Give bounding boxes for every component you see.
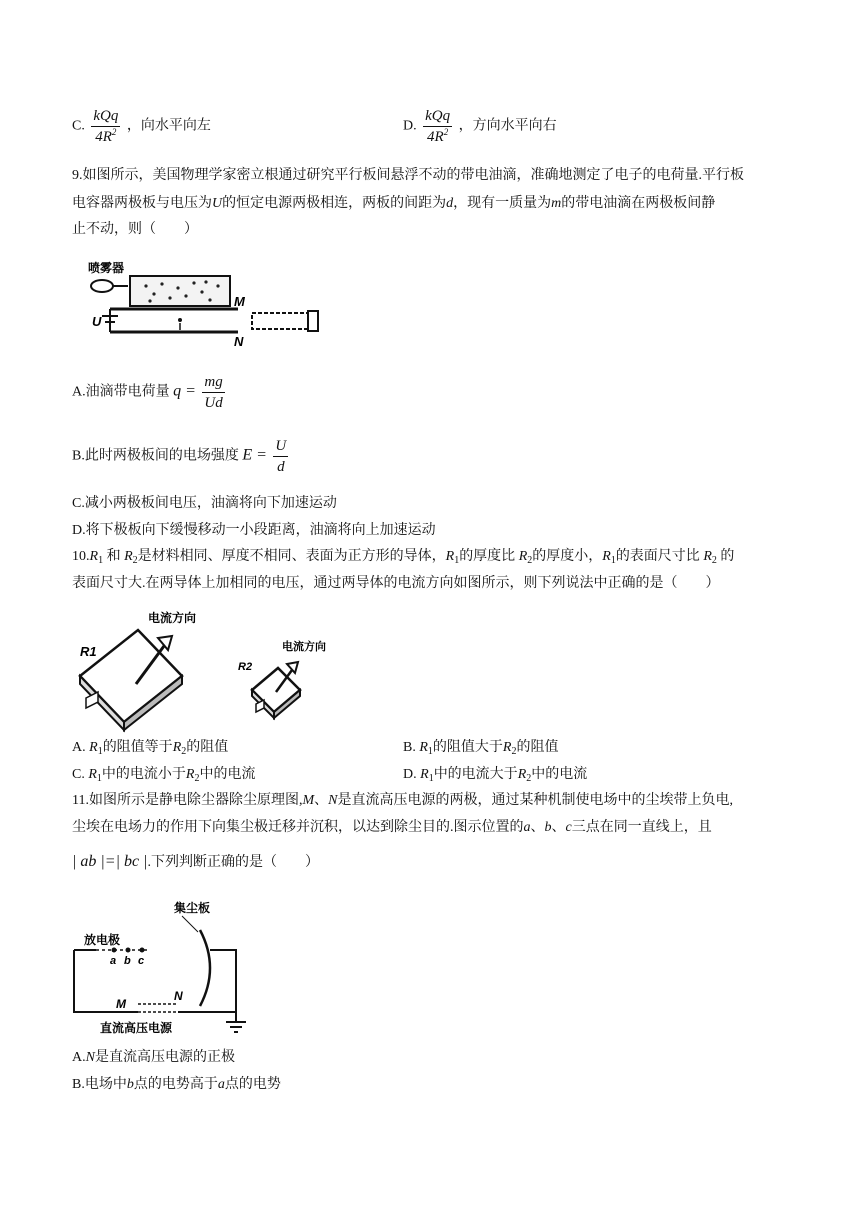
numerator: kQq — [91, 106, 120, 127]
text: B.电场中 — [72, 1077, 127, 1092]
text: 的厚度小， — [532, 549, 603, 564]
collector-label: 集尘板 — [174, 901, 211, 915]
numerator: U — [273, 436, 288, 457]
arrowhead-icon — [158, 636, 172, 650]
text: 、 — [551, 820, 566, 835]
var-R: R — [502, 740, 512, 755]
var-R: R — [518, 549, 528, 564]
sub: 1 — [610, 555, 616, 566]
var-R: R — [89, 549, 99, 564]
label-N: N — [174, 989, 183, 1003]
text: 是材料相同、厚度不相同、表面为正方形的导体， — [137, 549, 446, 564]
text: 的表面尺寸比 — [615, 549, 700, 564]
text: 是直流高压电源的两极，通过某种机制使电场中的尘埃带上负电, — [337, 793, 733, 808]
text: 的恒定电源两极相连，两板的间距为 — [222, 196, 447, 211]
fraction — [273, 436, 288, 477]
label-c: c — [138, 955, 145, 967]
denominator — [423, 127, 452, 147]
q9-option-a — [72, 372, 228, 413]
text: A. — [72, 1050, 86, 1065]
var-R: R — [172, 740, 182, 755]
text: 的阻值 — [186, 740, 229, 755]
sprayer-label: 喷雾器 — [88, 261, 125, 275]
text: 的阻值大于 — [432, 740, 503, 755]
var-R: R — [602, 549, 611, 564]
q9-stem-line1: 9.如图所示，美国物理学家密立根通过研究平行板间悬浮不动的带电油滴，准确地测定了电子的电荷量.平行板 — [72, 168, 744, 183]
var-R: R — [89, 740, 98, 755]
text: ，现有一质量为 — [453, 196, 552, 211]
q10-option-a — [72, 738, 228, 758]
var-R: R — [703, 549, 712, 564]
text: 、 — [530, 820, 545, 835]
ground-icon — [226, 1022, 246, 1032]
var-R: R — [445, 549, 455, 564]
label-b: b — [124, 955, 131, 967]
point-a — [112, 948, 117, 953]
sub: 2 — [527, 555, 533, 566]
option-label: C. — [72, 118, 85, 134]
arrowhead-icon — [287, 662, 298, 673]
power-label: 直流高压电源 — [100, 1021, 173, 1035]
terminal-icon — [86, 692, 98, 708]
point-c — [140, 948, 145, 953]
den-base: 4R — [427, 129, 444, 145]
text: A. — [72, 740, 90, 755]
q11-stem-line2 — [72, 818, 712, 838]
fraction — [202, 372, 224, 413]
text: C. — [72, 767, 89, 782]
text: 和 — [106, 549, 121, 564]
text: .下列判断正确的是（ ） — [147, 855, 319, 870]
text: 11.如图所示是静电除尘器除尘原理图, — [72, 793, 303, 808]
sub: 2 — [132, 555, 138, 566]
denominator: Ud — [204, 395, 223, 411]
sub: 2 — [711, 555, 717, 566]
text: 、 — [314, 793, 329, 808]
den-exponent: 2 — [111, 127, 117, 137]
conductors-figure — [76, 606, 356, 734]
den-exponent: 2 — [443, 127, 449, 137]
var-m: m — [551, 196, 562, 211]
sub: 1 — [428, 773, 434, 784]
var-M: M — [302, 793, 315, 808]
text: 中的电流 — [531, 767, 588, 782]
text: 的 — [720, 549, 735, 564]
q8-option-d — [403, 106, 557, 147]
conductor-R2 — [252, 668, 300, 718]
numerator: mg — [202, 372, 224, 393]
text: 10. — [72, 549, 90, 564]
var-R: R — [185, 767, 195, 782]
sprayer-bulb-icon — [91, 280, 113, 292]
sub: 1 — [98, 555, 104, 566]
text: 点的电势高于 — [133, 1077, 218, 1092]
var-U: U — [212, 196, 223, 211]
leader-line — [182, 916, 198, 932]
current-direction-label-2: 电流方向 — [282, 641, 326, 653]
q11-option-b — [72, 1075, 281, 1095]
option-text: A.油滴带电荷量 — [72, 384, 170, 400]
q11-option-a — [72, 1048, 235, 1068]
oil-drop — [178, 318, 182, 322]
var-a: a — [217, 1077, 225, 1092]
q10-option-b — [403, 738, 558, 758]
current-direction-label-1: 电流方向 — [148, 611, 197, 625]
sub: 1 — [427, 746, 433, 757]
q8-option-c — [72, 106, 211, 147]
q10-stem-line2: 表面尺寸大.在两导体上加相同的电压，通过两导体的电流方向如图所示，则下列说法中正确的是（ ） — [72, 576, 720, 591]
var-N: N — [85, 1050, 95, 1065]
var-R: R — [517, 767, 527, 782]
voltage-label: U — [92, 314, 102, 329]
denominator — [91, 127, 120, 147]
text: 是直流高压电源的正极 — [94, 1050, 235, 1065]
formula: | ab |=| bc | — [72, 853, 148, 870]
q10-option-c — [72, 765, 255, 785]
text: 三点在同一直线上，且 — [571, 820, 712, 835]
numerator: kQq — [423, 106, 452, 127]
q11-stem-line3 — [72, 852, 319, 873]
microscope-icon — [252, 313, 308, 329]
text: 电容器两极板与电压为 — [72, 196, 212, 211]
var-a: a — [523, 820, 531, 835]
var-c: c — [565, 820, 572, 835]
q10-stem-line1 — [72, 547, 734, 567]
text: 的厚度比 — [459, 549, 516, 564]
text: 中的电流 — [199, 767, 256, 782]
label-a: a — [110, 955, 117, 967]
label-R2: R2 — [238, 661, 253, 673]
label-M: M — [116, 997, 126, 1011]
var-R: R — [88, 767, 97, 782]
collector-plate — [200, 930, 210, 1006]
sub: 2 — [511, 746, 517, 757]
var-R: R — [419, 740, 428, 755]
fraction — [423, 106, 452, 147]
text: 点的电势 — [224, 1077, 281, 1092]
denominator: d — [277, 459, 285, 475]
text: 的阻值 — [516, 740, 559, 755]
eyepiece-icon — [308, 311, 318, 331]
text: 的带电油滴在两极板间静 — [561, 196, 716, 211]
text: 中的电流小于 — [101, 767, 186, 782]
var-b: b — [544, 820, 552, 835]
q9-option-c: C.减小两极板间电压，油滴将向下加速运动 — [72, 496, 337, 511]
oil-chamber — [130, 276, 230, 306]
var-R: R — [124, 549, 133, 564]
sub: 1 — [96, 773, 102, 784]
var-R: R — [420, 767, 429, 782]
text: D. — [403, 767, 421, 782]
text: B. — [403, 740, 420, 755]
plate-N-label: N — [234, 334, 244, 348]
sub: 2 — [181, 746, 187, 757]
plate-M-label: M — [234, 294, 245, 309]
point-b — [126, 948, 131, 953]
millikan-figure — [88, 256, 328, 348]
q9-option-d: D.将下极板向下缓慢移动一小段距离，油滴将向上加速运动 — [72, 523, 436, 538]
q11-stem-line1 — [72, 791, 733, 811]
text: 的阻值等于 — [102, 740, 173, 755]
option-label: D. — [403, 118, 417, 134]
q10-option-d — [403, 765, 587, 785]
var-b: b — [126, 1077, 134, 1092]
text: 中的电流大于 — [433, 767, 518, 782]
label-R1: R1 — [80, 644, 97, 659]
option-text: B.此时两极板间的电场强度 — [72, 448, 239, 464]
var-N: N — [328, 793, 338, 808]
precipitator-figure — [70, 896, 260, 1040]
q9-option-b — [72, 436, 291, 477]
option-text: ，方向水平向右 — [458, 118, 557, 134]
sub: 2 — [194, 773, 200, 784]
var-d: d — [446, 196, 454, 211]
text: 尘埃在电场力的作用下向集尘极迁移并沉积，以达到除尘目的.图示位置的 — [72, 820, 524, 835]
formula-lhs: E = — [242, 446, 267, 464]
sub: 1 — [97, 746, 103, 757]
option-text: ，向水平向左 — [126, 118, 211, 134]
sub: 2 — [526, 773, 532, 784]
discharge-label: 放电极 — [84, 933, 121, 947]
formula-lhs: q = — [173, 382, 196, 400]
q9-stem-line3: 止不动，则（ ） — [72, 222, 198, 237]
sub: 1 — [454, 555, 460, 566]
fraction — [91, 106, 120, 147]
wire-right — [178, 950, 236, 1012]
den-base: 4R — [95, 129, 112, 145]
q9-stem-line2 — [72, 194, 715, 214]
